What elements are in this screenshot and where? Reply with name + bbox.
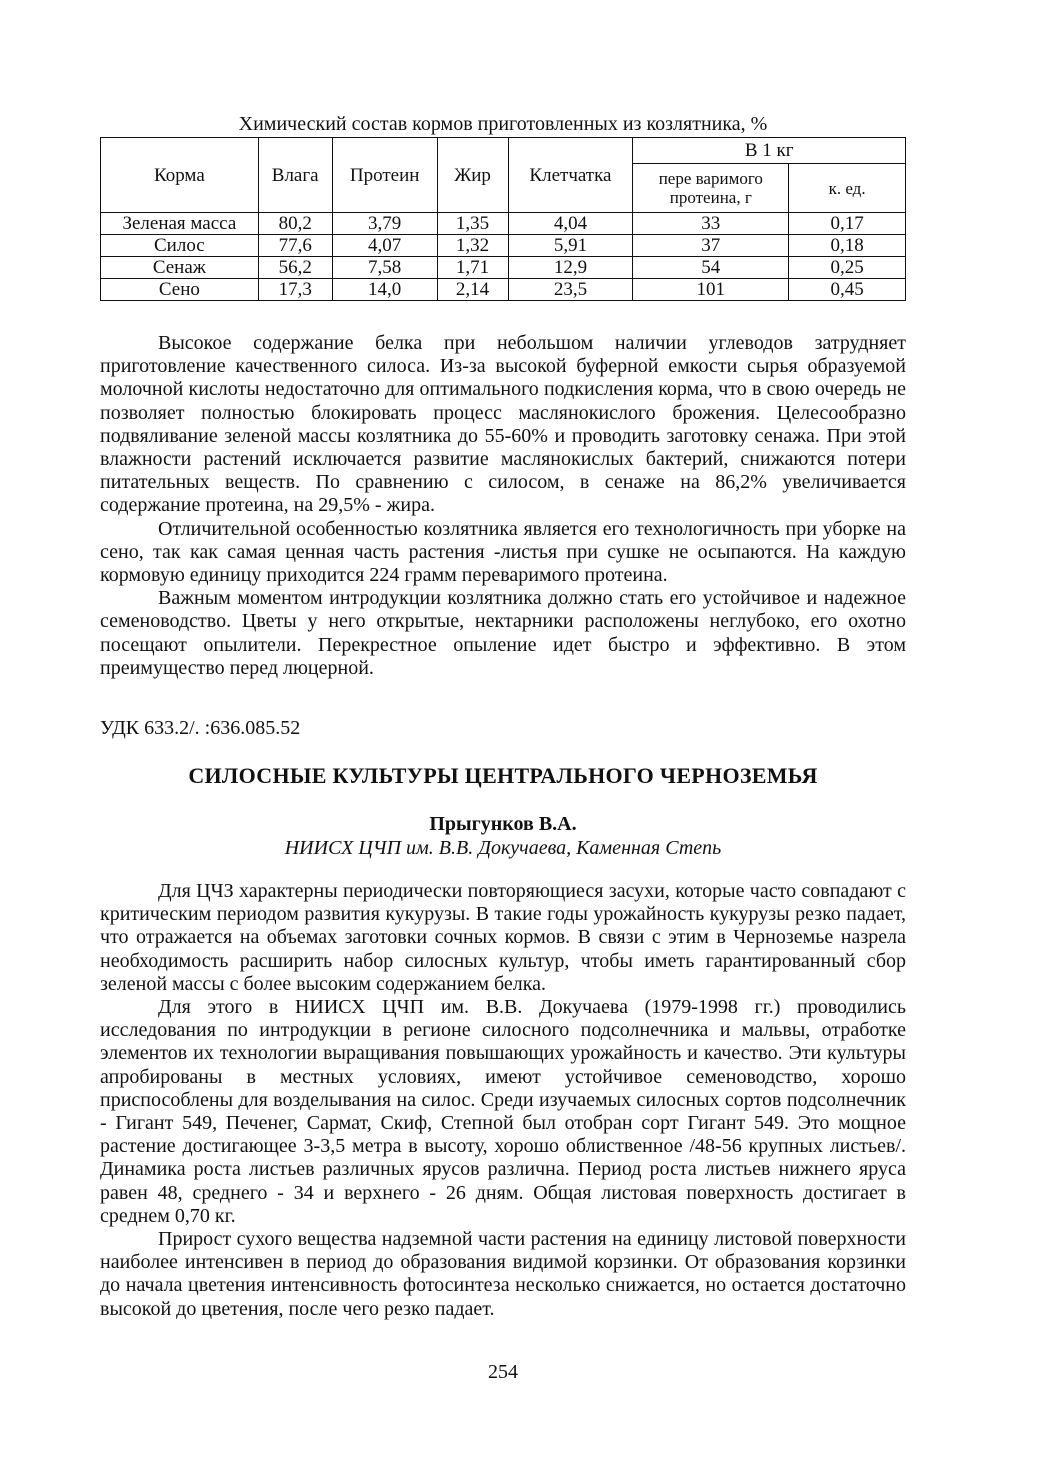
table-cell: 56,2 (258, 257, 332, 279)
table-cell: 0,25 (789, 257, 906, 279)
table-cell: 33 (633, 213, 789, 235)
feed-composition-table (100, 137, 906, 301)
table-row (101, 257, 906, 279)
header-fiber: Клетчатка (508, 138, 633, 213)
header-feed-units: к. ед. (789, 164, 906, 213)
article-title: СИЛОСНЫЕ КУЛЬТУРЫ ЦЕНТРАЛЬНОГО ЧЕРНОЗЕМЬЯ (188, 763, 818, 788)
table-cell: 23,5 (508, 279, 633, 301)
table-cell: 0,18 (789, 235, 906, 257)
table-cell: 80,2 (258, 213, 332, 235)
table-cell: 2,14 (437, 279, 508, 301)
article-text (100, 880, 906, 1321)
header-digestible-protein: пере варимого протеина, г (633, 164, 789, 213)
table-cell: 1,32 (437, 235, 508, 257)
table-cell: Силос (101, 235, 259, 257)
table-cell: 7,58 (332, 257, 437, 279)
table-cell: 1,71 (437, 257, 508, 279)
page-number: 254 (488, 1361, 518, 1383)
table-row (101, 235, 906, 257)
table-row (101, 279, 906, 301)
paragraph: Для ЦЧЗ характерны периодически повторяющиеся засухи, которые часто совпадают с критическим периодом развития кукурузы. В такие годы урожайность кукурузы резко падает, что отражается на объемах заготовки сочных кормов. В связи с этим в Черноземье назрела необходимость расширить набор силосных культур, чтобы иметь гарантированный сбор зеленой массы с более высоким содержанием белка. (100, 880, 906, 995)
table-cell: 3,79 (332, 213, 437, 235)
table-cell: 5,91 (508, 235, 633, 257)
header-feed: Корма (101, 138, 259, 213)
article-affiliation: НИИСХ ЦЧП им. В.В. Докучаева, Каменная Степь (284, 837, 722, 859)
udc-code: УДК 633.2/. :636.085.52 (100, 717, 301, 739)
table-cell: Сено (101, 279, 259, 301)
header-fat: Жир (437, 138, 508, 213)
table-cell: 4,07 (332, 235, 437, 257)
table-cell: 1,35 (437, 213, 508, 235)
paragraph: Отличительной особенностью козлятника является его технологичность при уборке на сено, так как самая ценная часть растения -листья при сушке не осыпаются. На каждую кормовую единицу приходится 224 грамм переваримого протеина. (100, 517, 906, 587)
paragraph: Для этого в НИИСХ ЦЧП им. В.В. Докучаева (1979-1998 гг.) проводились исследования по интродукции в регионе силосного подсолнечника и мальвы, отработке элементов их технологии выращивания повышающих урожайность и качество. Эти культуры апробированы в местных условиях, имеют устойчивое семеноводство, хорошо приспособлены для возделывания на силос. Среди изучаемых силосных сортов подсолнечник - Гигант 549, Печенег, Сармат, Скиф, Степной был отобран сорт Гигант 549. Это мощное растение достигающее 3-3,5 метра в высоту, хорошо облиственное /48-56 крупных листьев/. Динамика роста листьев различных ярусов различна. Период роста листьев нижнего яруса равен 48, среднего - 34 и верхнего - 26 дням. Общая листовая поверхность достигает в среднем 0,70 кг. (100, 996, 906, 1227)
table-cell: 37 (633, 235, 789, 257)
header-protein: Протеин (332, 138, 437, 213)
table-cell: Зеленая масса (101, 213, 259, 235)
table-cell: 17,3 (258, 279, 332, 301)
table-cell: 0,17 (789, 213, 906, 235)
table-cell: 14,0 (332, 279, 437, 301)
header-per-kg: В 1 кг (633, 138, 906, 164)
table-cell: 77,6 (258, 235, 332, 257)
table-title: Химический состав кормов приготовленных из козлятника, % (238, 113, 768, 135)
article-author: Прыгунков В.А. (429, 813, 577, 835)
table-cell: 0,45 (789, 279, 906, 301)
table-cell: 101 (633, 279, 789, 301)
header-moisture: Влага (258, 138, 332, 213)
table-cell: 12,9 (508, 257, 633, 279)
intro-text (100, 332, 906, 680)
paragraph: Прирост сухого вещества надземной части растения на единицу листовой поверхности наиболее интенсивен в период до образования видимой корзинки. От образования корзинки до начала цветения интенсивность фотосинтеза несколько снижается, но остается достаточно высокой до цветения, после чего резко падает. (100, 1228, 906, 1320)
paragraph: Высокое содержание белка при небольшом наличии углеводов затрудняет приготовление качественного силоса. Из-за высокой буферной емкости сырья образуемой молочной кислоты недостаточно для оптимального подкисления корма, что в свою очередь не позволяет полностью блокировать процесс маслянокислого брожения. Целесообразно подвяливание зеленой массы козлятника до 55-60% и проводить заготовку сенажа. При этой влажности растений исключается развитие маслянокислых бактерий, снижаются потери питательных веществ. По сравнению с силосом, в сенаже на 86,2% увеличивается содержание протеина, на 29,5% - жира. (100, 332, 906, 517)
table-cell: Сенаж (101, 257, 259, 279)
table-cell: 54 (633, 257, 789, 279)
table-row (101, 213, 906, 235)
table-cell: 4,04 (508, 213, 633, 235)
paragraph: Важным моментом интродукции козлятника должно стать его устойчивое и надежное семеноводство. Цветы у него открытые, нектарники расположены неглубоко, его охотно посещают опылители. Перекрестное опыление идет быстро и эффективно. В этом преимущество перед люцерной. (100, 587, 906, 679)
